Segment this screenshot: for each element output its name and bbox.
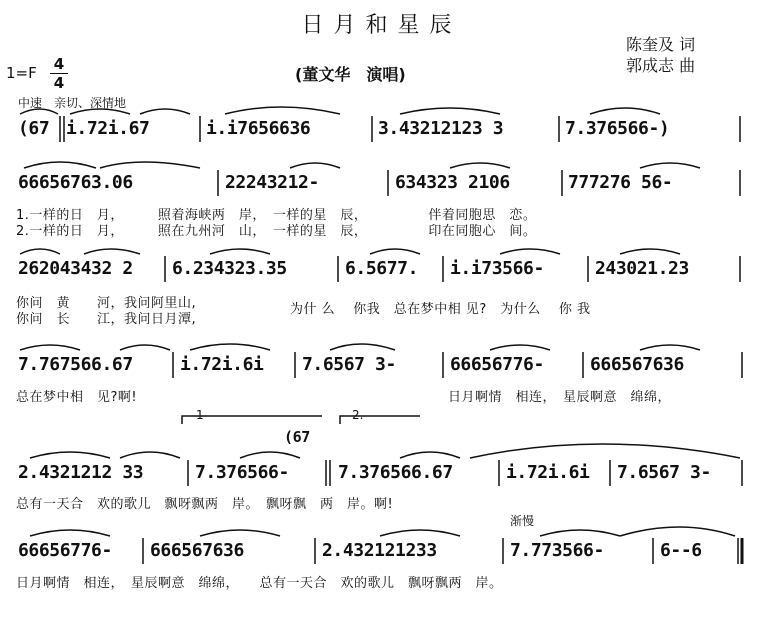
volta-first-bracket (182, 416, 322, 424)
slur (100, 162, 200, 168)
measure: 7.773566- (510, 540, 604, 561)
slur (380, 530, 460, 536)
measure: 666567636 (150, 540, 244, 561)
measure: 243021.23 (595, 258, 689, 279)
slur (190, 344, 270, 350)
slur (225, 107, 340, 114)
measure: 7.376566-) (565, 118, 670, 139)
slur (590, 108, 660, 114)
lyricist-credit: 陈奎及 词 (626, 35, 696, 54)
slur (640, 345, 700, 350)
slur (370, 249, 420, 254)
measure: 7.6567 3- (617, 462, 711, 483)
measure: i.i73566- (450, 258, 544, 279)
key-signature: 1=F (6, 64, 37, 82)
tempo-change-marking: 渐慢 (510, 514, 535, 528)
slur (400, 108, 500, 114)
measure: i.72i.67 (66, 118, 150, 139)
slur (290, 163, 340, 168)
slur (240, 452, 300, 458)
lyric-line: 1.一样的日 月， 照着海峡两 岸， 一样的星 辰， 伴着同胞思 恋。 (16, 208, 537, 223)
lyric-line: 你问 黄 河，我问阿里山, (16, 296, 197, 311)
lyric-line: 日月啊情 相连， 星辰啊意 绵绵， 总有一天合 欢的歌儿 飘呀飘两 岸。 (16, 576, 503, 591)
slur (30, 452, 110, 458)
measure: 22243212- (225, 172, 319, 193)
slur (20, 249, 60, 254)
slur (200, 530, 280, 536)
slur (70, 109, 130, 114)
measure: 7.376566- (195, 462, 289, 483)
measure: i.72i.6i (180, 354, 264, 375)
measure: 634323 2106 (395, 172, 510, 193)
slur (470, 444, 740, 458)
pickup-notes: (67 (284, 428, 310, 446)
slur (20, 109, 58, 114)
slur (24, 162, 96, 168)
slur (140, 109, 190, 114)
measure: 6.234323.35 (172, 258, 287, 279)
composer-credit: 郭成志 曲 (626, 56, 696, 75)
slur (500, 249, 560, 254)
measure: 6.5677. (345, 258, 419, 279)
measure: 7.376566.67 (338, 462, 453, 483)
measure: 666567636 (590, 354, 684, 375)
singer-credit: (董文华 演唱) (295, 65, 406, 84)
slur (640, 163, 700, 168)
measure: 2.4321212 33 (18, 462, 144, 483)
measure: 66656776- (18, 540, 112, 561)
slur (450, 163, 510, 168)
measure: 777276 56- (568, 172, 673, 193)
slur (30, 530, 110, 536)
volta-second-bracket (340, 416, 420, 424)
lyric-line: 日月啊情 相连， 星辰啊意 绵绵， (448, 390, 672, 405)
measure: (67 (18, 118, 50, 139)
measure: 66656763.06 (18, 172, 133, 193)
song-title: 日月和星辰 (301, 13, 462, 38)
measure: 2.432121233 (322, 540, 437, 561)
slur (620, 249, 680, 254)
time-signature-upper: 4 (53, 55, 65, 73)
measure: i.i7656636 (206, 118, 311, 139)
slur (330, 344, 395, 350)
time-signature-lower: 4 (53, 74, 65, 92)
measure: 7.6567 3- (302, 354, 396, 375)
measure: 262043432 2 (18, 258, 133, 279)
slur (210, 249, 270, 254)
slur (620, 527, 735, 536)
slur (120, 452, 180, 458)
measure: 7.767566.67 (18, 354, 133, 375)
tempo-marking: 中速 亲切、深情地 (18, 96, 127, 110)
measure: 66656776- (450, 354, 544, 375)
lyric-line: 你问 长 江，我问日月潭, (16, 312, 197, 327)
volta-first-label: 1 (196, 408, 204, 422)
slur (540, 530, 620, 536)
lyric-line: 总有一天合 欢的歌儿 飘呀飘两 岸。 飘呀飘 两 岸。啊! (16, 497, 394, 512)
lyric-line: 2.一样的日 月， 照在九州河 山， 一样的星 辰， 印在同胞心 间。 (16, 224, 537, 239)
lyric-line: 为什 么 你我 总在梦中相 见? 为什么 你 我 (290, 302, 591, 317)
lyric-line: 总在梦中相 见?啊! (16, 390, 138, 405)
measure: i.72i.6i (506, 462, 590, 483)
slur (84, 249, 140, 254)
slur (400, 452, 460, 458)
measure: 3.43212123 3 (378, 118, 504, 139)
slur (20, 345, 80, 350)
measure: 6--6 (660, 540, 702, 561)
slur (120, 345, 170, 350)
slur (490, 345, 550, 350)
volta-second-label: 2. (352, 408, 364, 422)
